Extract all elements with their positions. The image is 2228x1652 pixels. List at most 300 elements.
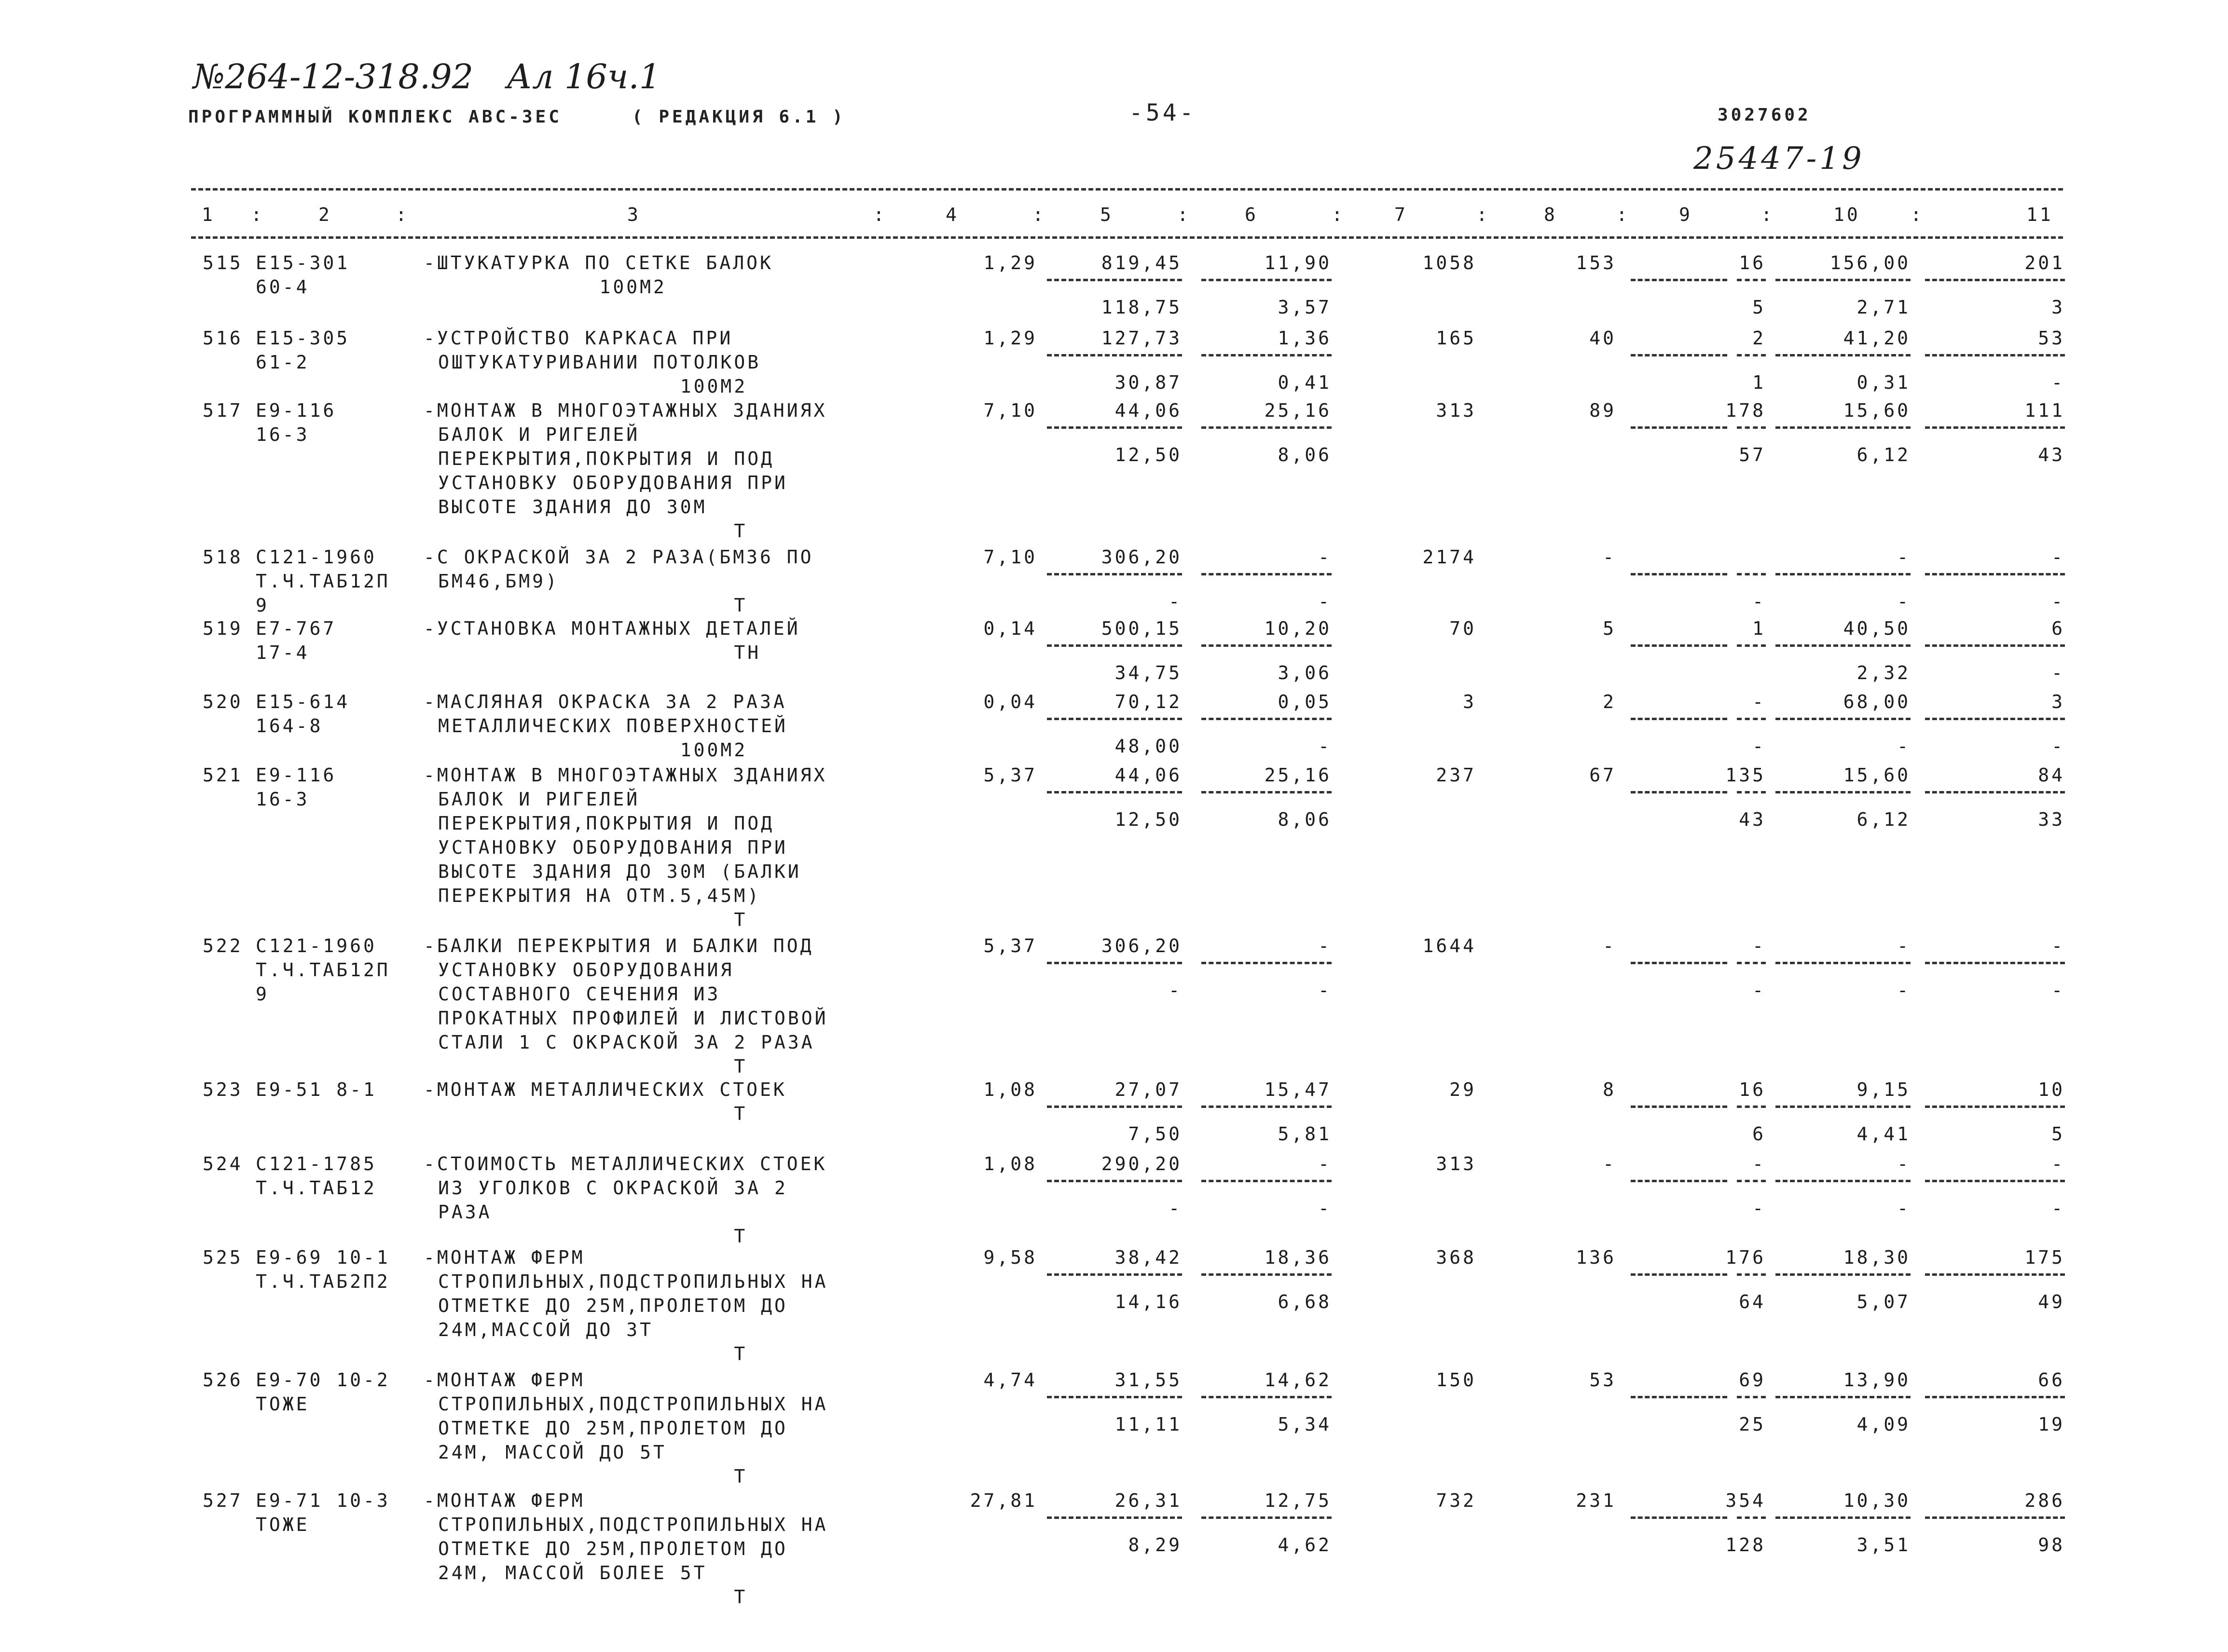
work-description: ПЕРЕКРЫТИЯ,ПОКРЫТИЯ И ПОД bbox=[438, 448, 774, 469]
price-separator bbox=[1201, 1396, 1332, 1398]
machine-cost: - bbox=[1752, 1153, 1766, 1174]
work-description: ВЫСОТЕ ЗДАНИЯ ДО 30М (БАЛКИ bbox=[438, 861, 801, 882]
quantity: 0,04 bbox=[983, 691, 1037, 712]
price-separator bbox=[1201, 1273, 1332, 1276]
price-separator bbox=[1201, 718, 1332, 720]
unit-price-machine-wages: - bbox=[1318, 980, 1332, 1001]
quantity: 7,10 bbox=[983, 400, 1037, 421]
labor-hours-total: 111 bbox=[2024, 400, 2065, 421]
unit-price-machines: 1,36 bbox=[1278, 328, 1332, 349]
labor-hours-machine-total: - bbox=[2051, 736, 2065, 757]
machine-cost: 135 bbox=[1725, 765, 1766, 786]
unit-price-total: 70,12 bbox=[1114, 691, 1182, 712]
labor-hours-unit: 156,00 bbox=[1829, 252, 1911, 273]
cost-separator bbox=[1775, 573, 1911, 575]
labor-hours-total: 53 bbox=[2038, 328, 2065, 349]
norm-code: Т.Ч.ТАБ12 bbox=[256, 1177, 377, 1199]
work-description: БМ46,БМ9) bbox=[438, 571, 559, 592]
column-header-6: 6 bbox=[1245, 204, 1258, 225]
unit-price-machine-wages: - bbox=[1318, 1198, 1332, 1219]
work-description: -МОНТАЖ В МНОГОЭТАЖНЫХ ЗДАНИЯХ bbox=[424, 765, 827, 786]
unit-price-machines: - bbox=[1318, 935, 1332, 956]
cost-separator bbox=[1737, 1516, 1766, 1519]
labor-hours-unit: 40,50 bbox=[1843, 618, 1911, 639]
price-separator bbox=[1201, 426, 1332, 429]
work-description: СОСТАВНОГО СЕЧЕНИЯ ИЗ bbox=[438, 983, 721, 1005]
labor-hours-total: 6 bbox=[2051, 618, 2065, 639]
cost-separator bbox=[1775, 279, 1911, 281]
column-header-11: 11 bbox=[2026, 204, 2053, 225]
labor-hours-machine-total: 33 bbox=[2038, 809, 2065, 830]
unit-price-machines: 18,36 bbox=[1264, 1247, 1332, 1268]
work-description: 24М,МАССОЙ ДО 3Т bbox=[438, 1319, 654, 1340]
labor-hours-total: 175 bbox=[2024, 1247, 2065, 1268]
labor-hours-machine-unit: - bbox=[1897, 980, 1911, 1001]
price-separator bbox=[1047, 1180, 1182, 1182]
work-description: -ШТУКАТУРКА ПО СЕТКЕ БАЛОК bbox=[424, 252, 773, 273]
unit-price-total: 44,06 bbox=[1114, 765, 1182, 786]
labor-hours-machine-unit: 2,32 bbox=[1857, 662, 1911, 683]
column-separator: : bbox=[1177, 204, 1191, 225]
price-separator bbox=[1047, 573, 1182, 575]
price-separator bbox=[1047, 962, 1182, 964]
labor-hours-machine-total: - bbox=[2051, 591, 2065, 612]
machine-cost: 176 bbox=[1725, 1247, 1766, 1268]
machine-wages: - bbox=[1752, 591, 1766, 612]
norm-code: Т.Ч.ТАБ12П bbox=[256, 959, 390, 981]
norm-code: 16-3 bbox=[256, 789, 310, 810]
work-description: Т bbox=[438, 520, 748, 542]
norm-code: С121-1785 bbox=[256, 1153, 377, 1174]
labor-hours-total: 201 bbox=[2024, 252, 2065, 273]
machine-cost: 16 bbox=[1739, 1079, 1766, 1100]
price-separator bbox=[1201, 279, 1332, 281]
norm-code: ТОЖЕ bbox=[256, 1514, 310, 1535]
work-description: Т bbox=[438, 1103, 748, 1124]
norm-code: Е9-51 8-1 bbox=[256, 1079, 377, 1100]
labor-hours-machine-unit: 4,09 bbox=[1857, 1414, 1911, 1435]
machine-cost: - bbox=[1752, 935, 1766, 956]
work-description: -МОНТАЖ МЕТАЛЛИЧЕСКИХ СТОЕК bbox=[424, 1079, 787, 1100]
cost-separator bbox=[1737, 354, 1766, 356]
machine-wages: 5 bbox=[1752, 297, 1766, 318]
cost-separator bbox=[1737, 279, 1766, 281]
cost-separator bbox=[1925, 426, 2065, 429]
column-separator: : bbox=[1911, 204, 1924, 225]
price-separator bbox=[1201, 962, 1332, 964]
work-description: Т bbox=[438, 595, 748, 616]
unit-price-total: 31,55 bbox=[1114, 1369, 1182, 1391]
price-separator bbox=[1047, 426, 1182, 429]
work-description: ОШТУКАТУРИВАНИИ ПОТОЛКОВ bbox=[438, 352, 761, 373]
column-header-8: 8 bbox=[1544, 204, 1557, 225]
work-description: ОТМЕТКЕ ДО 25М,ПРОЛЕТОМ ДО bbox=[438, 1538, 788, 1559]
labor-hours-machine-unit: 3,51 bbox=[1857, 1534, 1911, 1556]
labor-hours-total: 10 bbox=[2038, 1079, 2065, 1100]
row-number: 523 bbox=[203, 1079, 243, 1100]
labor-hours-unit: - bbox=[1897, 935, 1911, 956]
unit-price-wages: 48,00 bbox=[1114, 736, 1182, 757]
labor-wages: 153 bbox=[1576, 252, 1616, 273]
cost-separator bbox=[1925, 1273, 2065, 1276]
price-separator bbox=[1047, 1273, 1182, 1276]
handwritten-album: Ал 16ч.1 bbox=[507, 57, 661, 96]
labor-hours-machine-unit: - bbox=[1897, 591, 1911, 612]
work-description: Т bbox=[438, 909, 748, 930]
quantity: 27,81 bbox=[970, 1490, 1037, 1511]
machine-wages: 43 bbox=[1739, 809, 1766, 830]
work-description: ВЫСОТЕ ЗДАНИЯ ДО 30М bbox=[438, 496, 707, 518]
unit-price-wages: 7,50 bbox=[1128, 1123, 1182, 1145]
work-description: Т bbox=[438, 1466, 748, 1487]
unit-price-total: 26,31 bbox=[1114, 1490, 1182, 1511]
cost-separator bbox=[1631, 962, 1727, 964]
row-number: 522 bbox=[203, 935, 243, 956]
cost-separator bbox=[1631, 1180, 1727, 1182]
total-cost: 3 bbox=[1463, 691, 1476, 712]
labor-hours-machine-unit: - bbox=[1897, 736, 1911, 757]
column-header-2: 2 bbox=[318, 204, 332, 225]
unit-price-wages: 14,16 bbox=[1114, 1291, 1182, 1312]
column-header-9: 9 bbox=[1679, 204, 1692, 225]
norm-code: Е15-305 bbox=[256, 328, 350, 349]
column-separator: : bbox=[1332, 204, 1345, 225]
total-cost: 150 bbox=[1436, 1369, 1476, 1391]
machine-wages: 128 bbox=[1725, 1534, 1766, 1556]
work-description: 24М, МАССОЙ БОЛЕЕ 5Т bbox=[438, 1562, 707, 1584]
column-header-10: 10 bbox=[1833, 204, 1860, 225]
work-description: ПЕРЕКРЫТИЯ,ПОКРЫТИЯ И ПОД bbox=[438, 813, 774, 834]
total-cost: 368 bbox=[1436, 1247, 1476, 1268]
edition-label: ( РЕДАКЦИЯ 6.1 ) bbox=[632, 107, 846, 127]
price-separator bbox=[1201, 354, 1332, 356]
row-number: 525 bbox=[203, 1247, 243, 1268]
column-header-4: 4 bbox=[946, 204, 959, 225]
price-separator bbox=[1201, 791, 1332, 793]
labor-hours-machine-total: 98 bbox=[2038, 1534, 2065, 1556]
work-description: УСТАНОВКУ ОБОРУДОВАНИЯ ПРИ bbox=[438, 837, 788, 858]
unit-price-machine-wages: 0,41 bbox=[1278, 372, 1332, 393]
work-description: УСТАНОВКУ ОБОРУДОВАНИЯ ПРИ bbox=[438, 472, 788, 493]
norm-code: 60-4 bbox=[256, 276, 310, 298]
total-cost: 2174 bbox=[1422, 546, 1476, 568]
norm-code: ТОЖЕ bbox=[256, 1393, 310, 1415]
row-number: 527 bbox=[203, 1490, 243, 1511]
total-cost: 313 bbox=[1436, 400, 1476, 421]
cost-separator bbox=[1775, 791, 1911, 793]
work-description: Т bbox=[438, 1586, 748, 1608]
column-separator: : bbox=[251, 204, 264, 225]
cost-separator bbox=[1631, 791, 1727, 793]
unit-price-machines: 25,16 bbox=[1264, 765, 1332, 786]
labor-hours-machine-total: - bbox=[2051, 1198, 2065, 1219]
column-separator: : bbox=[1761, 204, 1774, 225]
labor-hours-machine-total: 43 bbox=[2038, 444, 2065, 465]
norm-code: Е15-301 bbox=[256, 252, 350, 273]
labor-wages: 136 bbox=[1576, 1247, 1616, 1268]
work-description: УСТАНОВКУ ОБОРУДОВАНИЯ bbox=[438, 959, 734, 981]
norm-code: Е9-71 10-3 bbox=[256, 1490, 390, 1511]
work-description: 24М, МАССОЙ ДО 5Т bbox=[438, 1442, 667, 1463]
norm-code: Е9-70 10-2 bbox=[256, 1369, 390, 1391]
column-separator: : bbox=[1616, 204, 1630, 225]
work-description: ОТМЕТКЕ ДО 25М,ПРОЛЕТОМ ДО bbox=[438, 1418, 788, 1439]
work-description: ПРОКАТНЫХ ПРОФИЛЕЙ И ЛИСТОВОЙ bbox=[438, 1008, 828, 1029]
norm-code: 61-2 bbox=[256, 352, 310, 373]
quantity: 5,37 bbox=[983, 765, 1037, 786]
labor-hours-unit: 13,90 bbox=[1843, 1369, 1911, 1391]
cost-separator bbox=[1925, 1516, 2065, 1519]
machine-cost: 178 bbox=[1725, 400, 1766, 421]
unit-price-total: 500,15 bbox=[1101, 618, 1182, 639]
labor-hours-machine-unit: 0,31 bbox=[1857, 372, 1911, 393]
cost-separator bbox=[1925, 1180, 2065, 1182]
cost-separator bbox=[1631, 1516, 1727, 1519]
unit-price-wages: 8,29 bbox=[1128, 1534, 1182, 1556]
labor-hours-total: 84 bbox=[2038, 765, 2065, 786]
handwritten-code: 25447-19 bbox=[1693, 141, 1865, 177]
labor-hours-machine-total: - bbox=[2051, 662, 2065, 683]
work-description: Т bbox=[438, 1226, 748, 1247]
cost-separator bbox=[1631, 426, 1727, 429]
machine-cost: 69 bbox=[1739, 1369, 1766, 1391]
row-number: 517 bbox=[203, 400, 243, 421]
cost-separator bbox=[1631, 354, 1727, 356]
quantity: 5,37 bbox=[983, 935, 1037, 956]
labor-hours-unit: 15,60 bbox=[1843, 765, 1911, 786]
price-separator bbox=[1047, 791, 1182, 793]
machine-cost: 16 bbox=[1739, 252, 1766, 273]
labor-wages: 231 bbox=[1576, 1490, 1616, 1511]
unit-price-wages: - bbox=[1169, 1198, 1182, 1219]
cost-separator bbox=[1925, 644, 2065, 647]
cost-separator bbox=[1737, 1396, 1766, 1398]
work-description: ПЕРЕКРЫТИЯ НА ОТМ.5,45М) bbox=[438, 885, 761, 906]
norm-code: Е7-767 bbox=[256, 618, 337, 639]
labor-hours-unit: 9,15 bbox=[1857, 1079, 1911, 1100]
work-description: ТН bbox=[438, 642, 761, 663]
work-description: -СТОИМОСТЬ МЕТАЛЛИЧЕСКИХ СТОЕК bbox=[424, 1153, 827, 1174]
unit-price-machine-wages: - bbox=[1318, 736, 1332, 757]
column-separator: : bbox=[873, 204, 887, 225]
unit-price-machines: - bbox=[1318, 546, 1332, 568]
work-description: -УСТРОЙСТВО КАРКАСА ПРИ bbox=[424, 328, 733, 349]
work-description: -МАСЛЯНАЯ ОКРАСКА ЗА 2 РАЗА bbox=[424, 691, 787, 712]
total-cost: 1644 bbox=[1422, 935, 1476, 956]
labor-hours-machine-unit: 5,07 bbox=[1857, 1291, 1911, 1312]
machine-wages: - bbox=[1752, 980, 1766, 1001]
cost-separator bbox=[1631, 1396, 1727, 1398]
labor-hours-machine-total: 19 bbox=[2038, 1414, 2065, 1435]
cost-separator bbox=[1631, 1273, 1727, 1276]
norm-code: 9 bbox=[256, 595, 269, 616]
machine-cost: 1 bbox=[1752, 618, 1766, 639]
labor-hours-total: 286 bbox=[2024, 1490, 2065, 1511]
cost-separator bbox=[1737, 573, 1766, 575]
unit-price-machine-wages: 6,68 bbox=[1278, 1291, 1332, 1312]
work-description: -БАЛКИ ПЕРЕКРЫТИЯ И БАЛКИ ПОД bbox=[424, 935, 814, 956]
work-description: -МОНТАЖ ФЕРМ bbox=[424, 1490, 585, 1511]
cost-separator bbox=[1631, 1106, 1727, 1108]
cost-separator bbox=[1631, 644, 1727, 647]
total-cost: 313 bbox=[1436, 1153, 1476, 1174]
cost-separator bbox=[1925, 718, 2065, 720]
cost-separator bbox=[1631, 279, 1727, 281]
cost-separator bbox=[1737, 644, 1766, 647]
row-number: 518 bbox=[203, 546, 243, 568]
work-description: БАЛОК И РИГЕЛЕЙ bbox=[438, 789, 640, 810]
labor-hours-total: 66 bbox=[2038, 1369, 2065, 1391]
norm-code: 16-3 bbox=[256, 424, 310, 445]
machine-wages: 1 bbox=[1752, 372, 1766, 393]
total-cost: 732 bbox=[1436, 1490, 1476, 1511]
cost-separator bbox=[1775, 718, 1911, 720]
labor-hours-machine-total: 3 bbox=[2051, 297, 2065, 318]
column-separator: : bbox=[396, 204, 409, 225]
work-description: БАЛОК И РИГЕЛЕЙ bbox=[438, 424, 640, 445]
quantity: 1,08 bbox=[983, 1153, 1037, 1174]
work-description: РАЗА bbox=[438, 1201, 492, 1223]
unit-price-machine-wages: 5,81 bbox=[1278, 1123, 1332, 1145]
unit-price-machine-wages: 4,62 bbox=[1278, 1534, 1332, 1556]
cost-separator bbox=[1737, 1180, 1766, 1182]
cost-separator bbox=[1775, 426, 1911, 429]
price-separator bbox=[1201, 1180, 1332, 1182]
cost-separator bbox=[1925, 1106, 2065, 1108]
norm-code: Т.Ч.ТАБ12П bbox=[256, 571, 390, 592]
total-cost: 237 bbox=[1436, 765, 1476, 786]
row-number: 516 bbox=[203, 328, 243, 349]
document-id: 3027602 bbox=[1718, 105, 1811, 125]
labor-hours-unit: 18,30 bbox=[1843, 1247, 1911, 1268]
column-separator: : bbox=[1032, 204, 1046, 225]
quantity: 1,29 bbox=[983, 252, 1037, 273]
work-description: МЕТАЛЛИЧЕСКИХ ПОВЕРХНОСТЕЙ bbox=[438, 715, 788, 737]
unit-price-machines: 12,75 bbox=[1264, 1490, 1332, 1511]
cost-separator bbox=[1925, 962, 2065, 964]
unit-price-total: 127,73 bbox=[1101, 328, 1182, 349]
labor-hours-machine-unit: 6,12 bbox=[1857, 809, 1911, 830]
cost-separator bbox=[1925, 279, 2065, 281]
price-separator bbox=[1201, 644, 1332, 647]
quantity: 9,58 bbox=[983, 1247, 1037, 1268]
work-description: -МОНТАЖ В МНОГОЭТАЖНЫХ ЗДАНИЯХ bbox=[424, 400, 827, 421]
work-description: -УСТАНОВКА МОНТАЖНЫХ ДЕТАЛЕЙ bbox=[424, 618, 800, 639]
machine-wages: - bbox=[1752, 736, 1766, 757]
cost-separator bbox=[1737, 1106, 1766, 1108]
work-description: Т bbox=[438, 1343, 748, 1365]
labor-wages: - bbox=[1603, 546, 1616, 568]
cost-separator bbox=[1631, 573, 1727, 575]
column-header-3: 3 bbox=[627, 204, 641, 225]
unit-price-wages: 12,50 bbox=[1114, 809, 1182, 830]
price-separator bbox=[1047, 644, 1182, 647]
labor-wages: 53 bbox=[1589, 1369, 1616, 1391]
unit-price-machine-wages: 3,57 bbox=[1278, 297, 1332, 318]
machine-wages: - bbox=[1752, 1198, 1766, 1219]
labor-hours-machine-unit: 2,71 bbox=[1857, 297, 1911, 318]
cost-separator bbox=[1737, 1273, 1766, 1276]
cost-separator bbox=[1925, 573, 2065, 575]
labor-hours-unit: 68,00 bbox=[1843, 691, 1911, 712]
work-description: ИЗ УГОЛКОВ С ОКРАСКОЙ ЗА 2 bbox=[438, 1177, 788, 1199]
labor-wages: 2 bbox=[1603, 691, 1616, 712]
machine-cost: 2 bbox=[1752, 328, 1766, 349]
labor-hours-total: - bbox=[2051, 546, 2065, 568]
norm-code: Е9-69 10-1 bbox=[256, 1247, 390, 1268]
unit-price-wages: 30,87 bbox=[1114, 372, 1182, 393]
unit-price-machines: - bbox=[1318, 1153, 1332, 1174]
labor-hours-unit: - bbox=[1897, 546, 1911, 568]
labor-wages: 8 bbox=[1603, 1079, 1616, 1100]
column-header-7: 7 bbox=[1394, 204, 1408, 225]
row-number: 526 bbox=[203, 1369, 243, 1391]
norm-code: Е15-614 bbox=[256, 691, 350, 712]
work-description: СТАЛИ 1 С ОКРАСКОЙ ЗА 2 РАЗА bbox=[438, 1032, 815, 1053]
labor-hours-unit: 10,30 bbox=[1843, 1490, 1911, 1511]
machine-wages: 64 bbox=[1739, 1291, 1766, 1312]
unit-price-machine-wages: 3,06 bbox=[1278, 662, 1332, 683]
price-separator bbox=[1047, 354, 1182, 356]
unit-price-wages: 12,50 bbox=[1114, 444, 1182, 465]
total-cost: 70 bbox=[1449, 618, 1476, 639]
machine-cost: 354 bbox=[1725, 1490, 1766, 1511]
price-separator bbox=[1047, 1516, 1182, 1519]
unit-price-machine-wages: 5,34 bbox=[1278, 1414, 1332, 1435]
machine-cost: - bbox=[1752, 691, 1766, 712]
norm-code: 164-8 bbox=[256, 715, 323, 737]
labor-hours-unit: 15,60 bbox=[1843, 400, 1911, 421]
unit-price-wages: 11,11 bbox=[1114, 1414, 1182, 1435]
cost-separator bbox=[1775, 1180, 1911, 1182]
price-separator bbox=[1047, 718, 1182, 720]
unit-price-machine-wages: 8,06 bbox=[1278, 444, 1332, 465]
machine-wages: 6 bbox=[1752, 1123, 1766, 1145]
cost-separator bbox=[1775, 1273, 1911, 1276]
handwritten-doc-number: №264-12-318.92 bbox=[193, 57, 474, 96]
norm-code: Е9-116 bbox=[256, 765, 337, 786]
row-number: 520 bbox=[203, 691, 243, 712]
price-separator bbox=[1047, 1106, 1182, 1108]
column-separator: : bbox=[1476, 204, 1490, 225]
norm-code: Е9-116 bbox=[256, 400, 337, 421]
row-number: 524 bbox=[203, 1153, 243, 1174]
norm-code: Т.Ч.ТАБ2П2 bbox=[256, 1271, 390, 1292]
cost-separator bbox=[1631, 718, 1727, 720]
work-description: 100М2 bbox=[438, 376, 748, 397]
price-separator bbox=[1201, 573, 1332, 575]
cost-separator bbox=[1925, 1396, 2065, 1398]
labor-hours-total: - bbox=[2051, 1153, 2065, 1174]
labor-hours-machine-total: - bbox=[2051, 980, 2065, 1001]
labor-wages: - bbox=[1603, 1153, 1616, 1174]
cost-separator bbox=[1775, 1516, 1911, 1519]
unit-price-total: 819,45 bbox=[1101, 252, 1182, 273]
price-separator bbox=[1201, 1106, 1332, 1108]
cost-separator bbox=[1775, 354, 1911, 356]
machine-wages: 25 bbox=[1739, 1414, 1766, 1435]
labor-hours-machine-unit: 4,41 bbox=[1857, 1123, 1911, 1145]
row-number: 521 bbox=[203, 765, 243, 786]
header-top-rule bbox=[191, 188, 2063, 191]
quantity: 0,14 bbox=[983, 618, 1037, 639]
unit-price-machines: 25,16 bbox=[1264, 400, 1332, 421]
labor-wages: 40 bbox=[1589, 328, 1616, 349]
cost-separator bbox=[1737, 718, 1766, 720]
labor-hours-machine-unit: 6,12 bbox=[1857, 444, 1911, 465]
quantity: 4,74 bbox=[983, 1369, 1037, 1391]
work-description: СТРОПИЛЬНЫХ,ПОДСТРОПИЛЬНЫХ НА bbox=[438, 1514, 828, 1535]
